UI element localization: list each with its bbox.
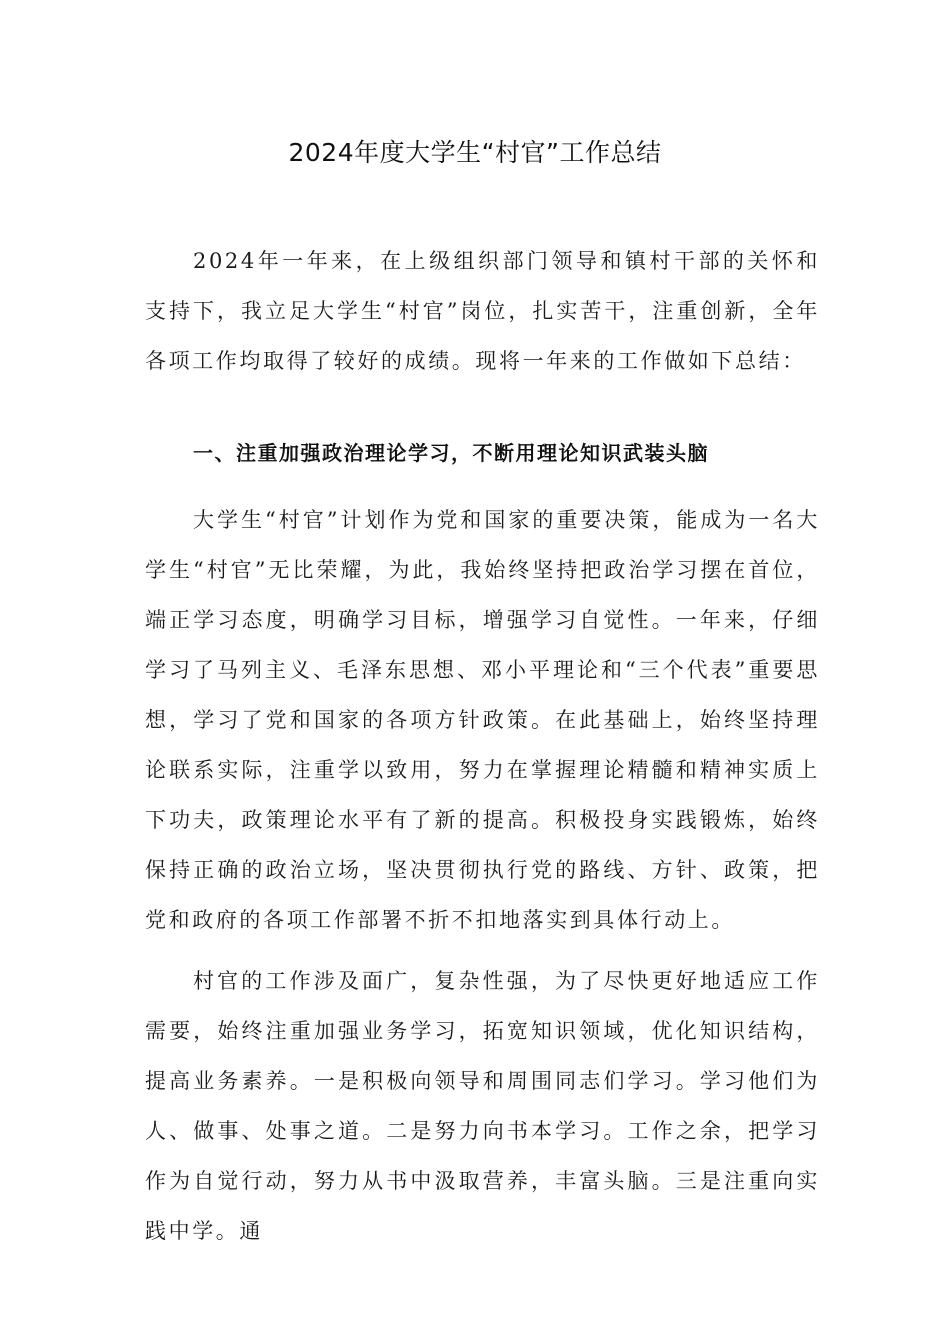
section-heading-1: 一、注重加强政治理论学习，不断用理论知识武装头脑 — [193, 441, 709, 465]
paragraph-business-study: 村官的工作涉及面广，复杂性强，为了尽快更好地适应工作需要，始终注重加强业务学习，拓宽知识领域，优化知识结构，提高业务素养。一是积极向领导和周围同志们学习。学习他们为人、做事、处事之道。二是努力向书本学习。工作之余，把学习作为自觉行动，努力从书中汲取营养，丰富头脑。三是注重向实践中学。通 — [145, 969, 820, 1243]
paragraph-political-study: 大学生“村官”计划作为党和国家的重要决策，能成为一名大学生“村官”无比荣耀，为此，我始终坚持把政治学习摆在首位，端正学习态度，明确学习目标，增强学习自觉性。一年来，仔细学习了马列主义、毛泽东思想、邓小平理论和“三个代表”重要思想，学习了党和国家的各项方针政策。在此基础上，始终坚持理论联系实际，注重学以致用，努力在掌握理论精髓和精神实质上下功夫，政策理论水平有了新的提高。积极投身实践锻炼，始终保持正确的政治立场，坚决贯彻执行党的路线、方针、政策，把党和政府的各项工作部署不折不扣地落实到具体行动上。 — [145, 508, 820, 932]
document-title: 2024年度大学生“村官”工作总结 — [288, 138, 662, 167]
paragraph-intro: 2024年一年来，在上级组织部门领导和镇村干部的关怀和支持下，我立足大学生“村官”岗位，扎实苦干，注重创新，全年各项工作均取得了较好的成绩。现将一年来的工作做如下总结： — [145, 249, 820, 373]
